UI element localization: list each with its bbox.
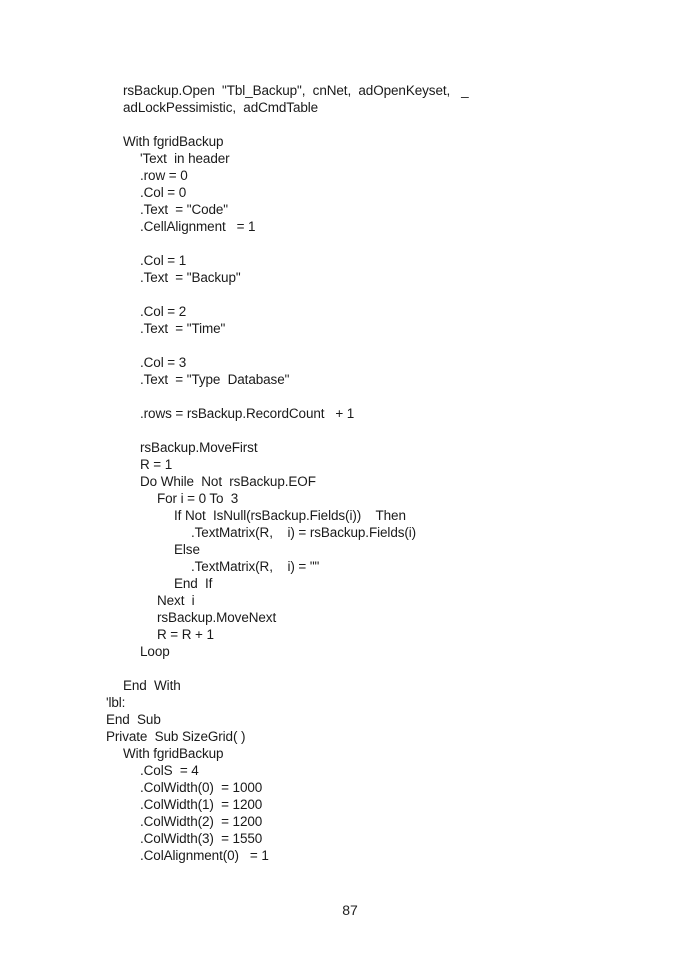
code-line: R = R + 1	[157, 627, 214, 642]
code-line: With fgridBackup	[123, 134, 224, 149]
code-line: 'Text in header	[140, 151, 230, 166]
code-line: With fgridBackup	[123, 746, 224, 761]
code-line: For i = 0 To 3	[157, 491, 239, 506]
page-number: 87	[342, 902, 358, 918]
code-line: .ColWidth(0) = 1000	[140, 780, 263, 795]
code-line: .CellAlignment = 1	[140, 219, 256, 234]
code-line: .TextMatrix(R, i) = ""	[191, 559, 320, 574]
code-line: .Text = "Type Database"	[140, 372, 290, 387]
code-line: rsBackup.MoveNext	[157, 610, 277, 625]
code-line: .Col = 2	[140, 304, 187, 319]
code-line: Else	[174, 542, 200, 557]
code-line: .ColWidth(1) = 1200	[140, 797, 263, 812]
code-line: R = 1	[140, 457, 173, 472]
code-line: .row = 0	[140, 168, 188, 183]
code-line: End If	[174, 576, 213, 591]
code-line: .ColWidth(2) = 1200	[140, 814, 263, 829]
code-line: .ColWidth(3) = 1550	[140, 831, 263, 846]
code-line: .Col = 3	[140, 355, 187, 370]
code-line: Loop	[140, 644, 170, 659]
code-line: Private Sub SizeGrid( )	[106, 729, 246, 744]
code-line: .ColS = 4	[140, 763, 199, 778]
code-line: adLockPessimistic, adCmdTable	[123, 100, 319, 115]
code-line: .Col = 0	[140, 185, 187, 200]
code-line: .ColAlignment(0) = 1	[140, 848, 269, 863]
code-line: .Text = "Code"	[140, 202, 229, 217]
code-line: rsBackup.Open "Tbl_Backup", cnNet, adOpenKeyset, _	[123, 83, 469, 98]
code-line: End Sub	[106, 712, 161, 727]
code-line: 'lbl:	[106, 695, 126, 710]
code-line: .Text = "Time"	[140, 321, 226, 336]
code-line: Next i	[157, 593, 195, 608]
code-line: .Text = "Backup"	[140, 270, 241, 285]
code-line: Do While Not rsBackup.EOF	[140, 474, 316, 489]
code-line: .TextMatrix(R, i) = rsBackup.Fields(i)	[191, 525, 417, 540]
code-line: .rows = rsBackup.RecordCount + 1	[140, 406, 355, 421]
code-line: rsBackup.MoveFirst	[140, 440, 258, 455]
code-line: End With	[123, 678, 181, 693]
code-line: If Not IsNull(rsBackup.Fields(i)) Then	[174, 508, 406, 523]
code-line: .Col = 1	[140, 253, 187, 268]
